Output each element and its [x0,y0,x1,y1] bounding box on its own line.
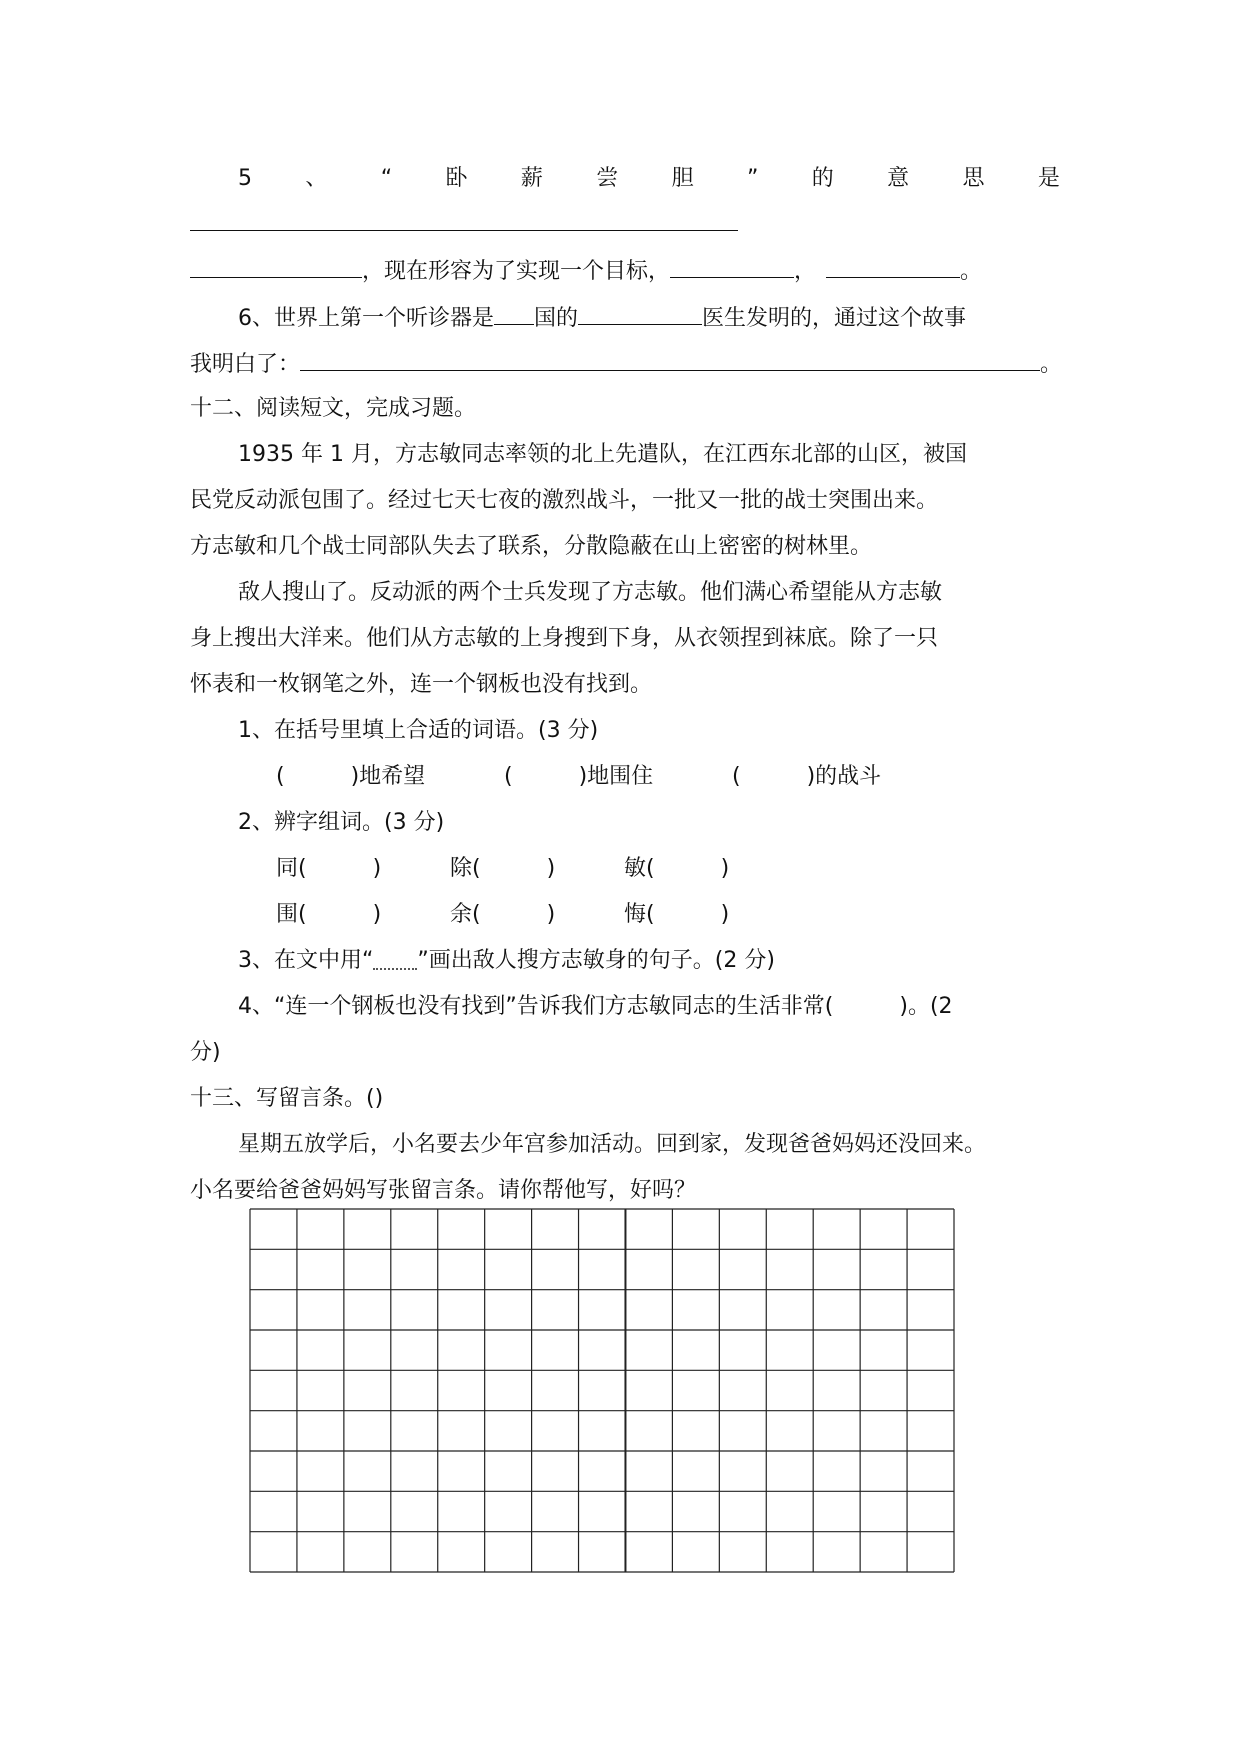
q3-part2: ”画出敌人搜方志敏身的句子。(2 分) [417,948,775,973]
q5-char: 、 [305,166,328,191]
q1-item[interactable]: ( )地希望 [276,764,426,789]
q6-line2 [190,348,1063,380]
q2-item[interactable]: 同( ) [276,856,382,881]
q6-line2-prefix: 我明白了： [190,352,301,377]
q5-text2: ， [794,259,817,284]
q5-char: 胆 [671,166,694,191]
q5-char: 5 [238,166,252,191]
paragraph-line: 民党反动派包围了。经过七天七夜的激烈战斗，一批又一批的战士突围出来。 [190,488,939,513]
q6-part2: 国的 [534,306,579,331]
q2-item[interactable]: 除( ) [450,856,556,881]
q2-item[interactable]: 余( ) [450,902,556,927]
q2-item[interactable]: 围( ) [276,902,382,927]
q5-char: 思 [962,166,985,191]
answer-blank[interactable] [190,208,738,231]
q5-line1 [238,164,1060,194]
q5-char: ” [747,166,759,191]
q1-prompt: 1、在括号里填上合适的词语。(3 分) [238,718,599,743]
q2-prompt: 2、辨字组词。(3 分) [238,810,445,835]
answer-blank[interactable] [578,302,702,325]
q3-part1: 3、在文中用“ [238,948,374,973]
q6-part3: 医生发明的，通过这个故事 [702,306,967,331]
q6-part1: 6、世界上第一个听诊器是 [238,306,494,331]
q5-text3: 。 [960,259,983,284]
paragraph-line: 敌人搜山了。反动派的两个士兵发现了方志敏。他们满心希望能从方志敏 [238,580,943,605]
q5-char: “ [380,166,393,191]
q5-char: 卧 [445,166,468,191]
q2-row1 [276,854,729,884]
section-13-heading: 十三、写留言条。() [190,1086,384,1111]
q5-char: 尝 [596,166,619,191]
answer-blank[interactable] [494,302,534,325]
answer-blank[interactable] [670,255,794,278]
q5-char: 薪 [520,166,543,191]
q2-item[interactable]: 敏( ) [624,856,730,881]
q5-char: 的 [811,166,834,191]
q1-item[interactable]: ( )的战斗 [732,764,882,789]
paragraph-line: 小名要给爸爸妈妈写张留言条。请你帮他写，好吗？ [190,1178,697,1203]
q2-row2 [276,900,729,930]
answer-blank[interactable] [190,255,362,278]
q5-char: 是 [1037,166,1060,191]
q5-char: 意 [887,166,910,191]
paragraph-line: 身上搜出大洋来。他们从方志敏的上身搜到下身，从衣领捏到袜底。除了一只 [190,626,939,651]
q1-item[interactable]: ( )地围住 [504,764,654,789]
q1-items [276,762,881,792]
section-12-heading: 十二、阅读短文，完成习题。 [190,396,477,421]
q2-item[interactable]: 悔( ) [624,902,730,927]
q6-line2-suffix: 。 [1040,352,1063,377]
q3-line [238,946,1060,976]
q5-line2 [190,255,1060,287]
paragraph-line: 方志敏和几个战士同部队失去了联系，分散隐蔽在山上密密的树林里。 [190,534,873,559]
paragraph-line: 怀表和一枚钢笔之外，连一个钢板也没有找到。 [190,672,653,697]
wavy-underline-icon [373,952,417,970]
answer-blank[interactable] [826,255,960,278]
q6-line1 [238,302,1060,334]
q4-line2: 分) [190,1040,221,1065]
paragraph-line: 星期五放学后，小名要去少年宫参加活动。回到家，发现爸爸妈妈还没回来。 [238,1132,987,1157]
paragraph-line: 1935 年 1 月，方志敏同志率领的北上先遣队，在江西东北部的山区，被国 [238,442,967,467]
writing-grid[interactable] [249,1208,955,1573]
q5-text1: ，现在形容为了实现一个目标， [362,259,671,284]
q4-line1: 4、“连一个钢板也没有找到”告诉我们方志敏同志的生活非常( )。(2 [238,994,953,1019]
answer-blank[interactable] [300,348,1040,371]
q5-blank-line [190,208,1060,240]
